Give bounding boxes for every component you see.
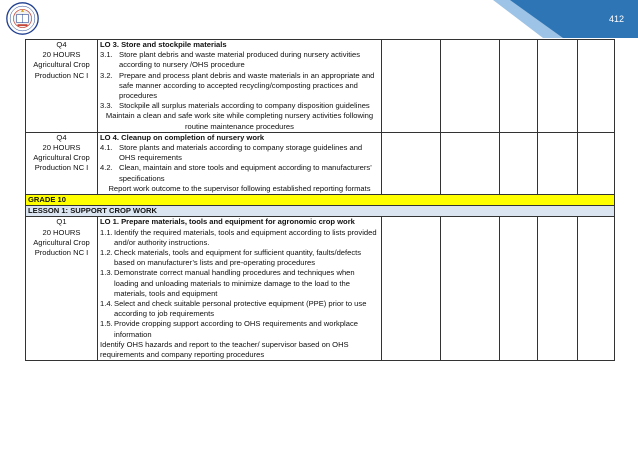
learning-outcome-cell: LO 3. Store and stockpile materials 3.1. Store plant debris and waste material produced during nursery activities according to nursery /OHS procedure 3.2. Prepare and process plant debris and waste materials in an appropriate and safe manner according to accepted recycling/composting practices and procedures 3.3. Stockpile all surplus materials according to company disposition guidelines Maintain a clean and safe work site while completing nursery activities following routine maintenance procedures — [98, 40, 382, 133]
quarter-cell: Q1 20 HOURS Agricultural Crop Production NC I — [26, 217, 98, 361]
empty-cell — [500, 40, 538, 133]
empty-cell — [382, 132, 441, 194]
empty-cell — [538, 40, 578, 133]
learning-outcome-cell: LO 1. Prepare materials, tools and equipment for agronomic crop work 1.1.Identify the required materials, tools and equipment according to lists provided and/or authority instructions. 1.2.Check materials, tools and equipment for sufficient quantity, faults/defects based on manufacturer’s lists and pre-operating procedures 1.3.Demonstrate correct manual handling procedures and techniques when loading and unloading materials to minimize damage to the load to the materials, tools and equipment 1.4.Select and check suitable personal protective equipment (PPE) prior to use according to job requirements 1.5.Provide cropping support according to OHS requirements and workplace information Identify OHS hazards and report to the teacher/ supervisor based on OHS requirements and company reporting procedures — [98, 217, 382, 361]
learning-outcome-cell: LO 4. Cleanup on completion of nursery work 4.1. Store plants and materials according to company storage guidelines and OHS requirements 4.2. Clean, maintain and store tools and equipment according to manufacturers’ specifications Report work outcome to the supervisor following established reporting formats — [98, 132, 382, 194]
empty-cell — [500, 132, 538, 194]
lesson-row — [26, 206, 615, 217]
lesson-label: LESSON 1: SUPPORT CROP WORK — [26, 206, 615, 217]
lo-title: LO 1. Prepare materials, tools and equipment for agronomic crop work — [100, 217, 355, 227]
lo-title: LO 4. Cleanup on completion of nursery work — [100, 132, 265, 142]
empty-cell — [382, 40, 441, 133]
lo-closing-text: Maintain a clean and safe work site while completing nursery activities following routine maintenance procedures — [105, 111, 374, 131]
empty-cell — [441, 132, 500, 194]
empty-cell — [441, 40, 500, 133]
quarter-cell: Q4 20 HOURS Agricultural Crop Production NC I — [26, 40, 98, 133]
deped-seal-logo — [6, 2, 39, 35]
lo-title: LO 3. Store and stockpile materials — [100, 40, 227, 49]
table-row — [26, 132, 615, 194]
grade-label: GRADE 10 — [26, 195, 615, 206]
curriculum-guide-table — [25, 39, 615, 361]
empty-cell — [578, 132, 615, 194]
lo-closing-text: Report work outcome to the supervisor following established reporting formats — [108, 183, 371, 193]
empty-cell — [538, 217, 578, 361]
table-row — [26, 40, 615, 133]
empty-cell — [578, 40, 615, 133]
empty-cell — [538, 132, 578, 194]
empty-cell — [441, 217, 500, 361]
empty-cell — [382, 217, 441, 361]
lo-closing-text: Identify OHS hazards and report to the teacher/ supervisor based on OHS requirements and company reporting procedures — [100, 339, 349, 360]
empty-cell — [578, 217, 615, 361]
table-row — [26, 217, 615, 361]
page-number: 412 — [608, 14, 624, 24]
quarter-cell: Q4 20 HOURS Agricultural Crop Production NC I — [26, 132, 98, 194]
empty-cell — [500, 217, 538, 361]
grade-row — [26, 195, 615, 206]
